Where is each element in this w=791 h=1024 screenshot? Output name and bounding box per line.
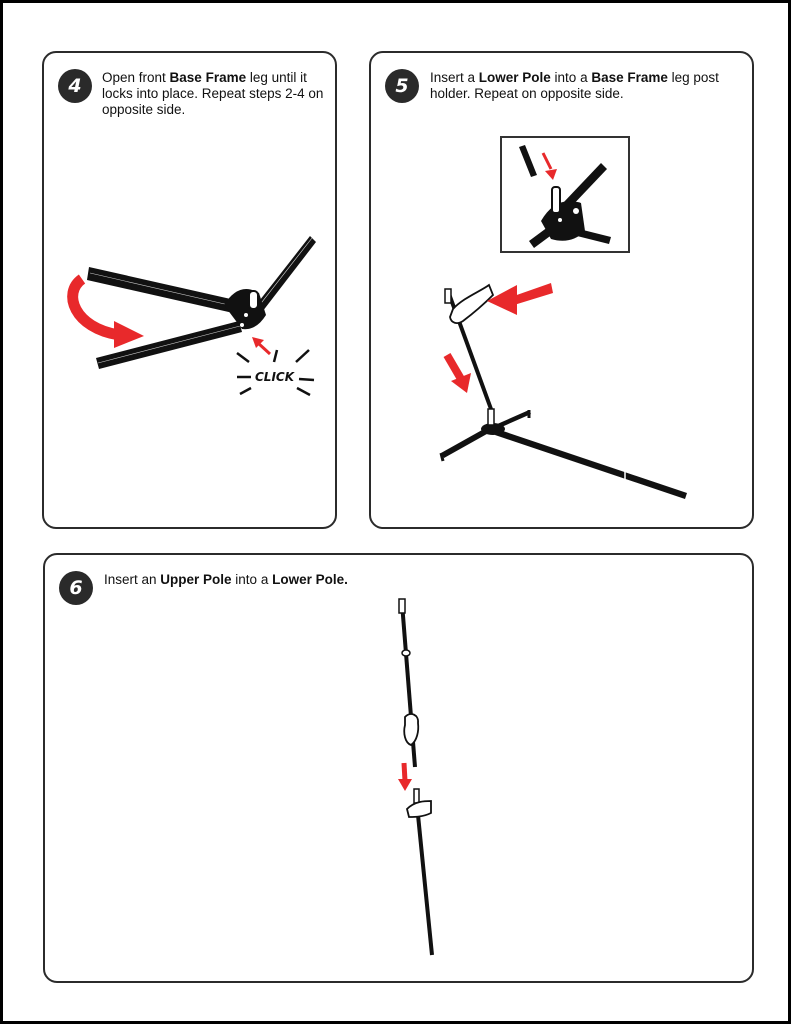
upper-pole-illustration (45, 555, 752, 981)
step-6-instruction: Insert an Upper Pole into a Lower Pole. (104, 572, 348, 587)
hand-icon (450, 285, 493, 323)
base-frame-leg-illustration (44, 53, 335, 527)
step-4-panel (42, 51, 337, 529)
lower-pole-illustration (371, 53, 752, 527)
step-number-badge: 5 (385, 69, 419, 103)
step-number-badge: 4 (58, 69, 92, 103)
step-number-badge: 6 (59, 571, 93, 605)
rotate-arrow (73, 279, 119, 335)
push-arrow (511, 283, 553, 305)
hand-icon (404, 714, 418, 745)
down-arrow (404, 763, 405, 781)
step-5-instruction: Insert a Lower Pole into a Base Frame leg post holder. Repeat on opposite side. (430, 70, 719, 101)
step-5-panel (369, 51, 754, 529)
down-arrow (447, 355, 461, 379)
hand-icon (407, 801, 431, 817)
click-callout: CLICK (255, 370, 295, 384)
step-6-panel (43, 553, 754, 983)
step-4-instruction: Open front Base Frame leg until it locks into place. Repeat steps 2-4 on opposite side. (102, 70, 324, 117)
